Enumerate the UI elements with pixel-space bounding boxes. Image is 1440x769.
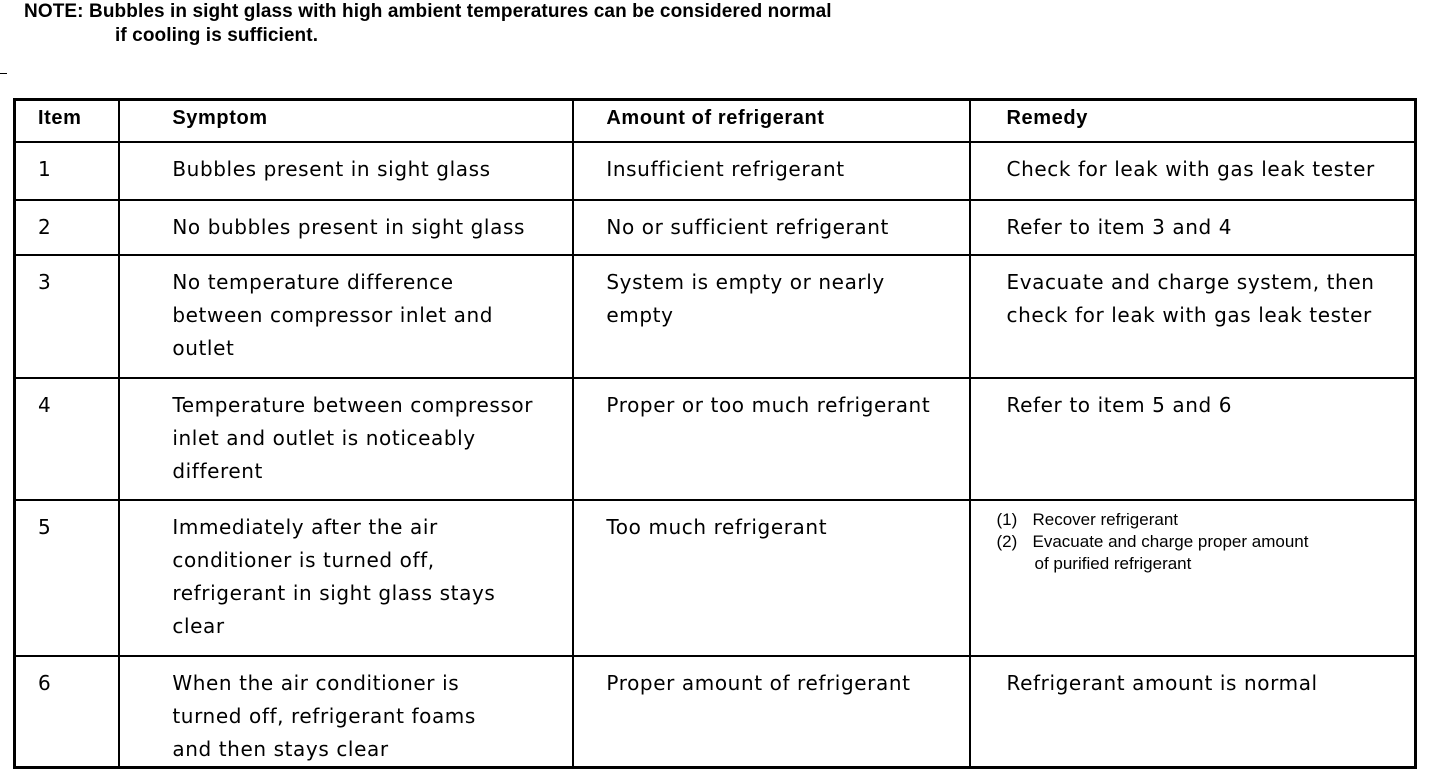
symptom-line: outlet xyxy=(172,335,235,360)
amount-line: Proper or too much refrigerant xyxy=(606,392,931,417)
table-row xyxy=(15,656,1416,768)
amount-cell xyxy=(573,200,969,255)
remedy-line: Refer to item 3 and 4 xyxy=(1006,214,1233,239)
amount-line: Too much refrigerant xyxy=(606,514,828,539)
symptom-line: clear xyxy=(172,613,225,638)
remedy-step-text: Evacuate and charge proper amount xyxy=(1032,531,1309,551)
margin-mark xyxy=(0,73,7,74)
symptom-line: between compressor inlet and xyxy=(172,302,494,327)
symptom-line: and then stays clear xyxy=(172,736,389,761)
symptom-line: turned off, refrigerant foams xyxy=(172,703,476,728)
item-number: 3 xyxy=(15,255,120,378)
table-row xyxy=(15,378,1416,500)
item-number: 6 xyxy=(15,656,120,768)
symptom-line: No temperature difference xyxy=(172,269,454,294)
table-row xyxy=(15,142,1416,200)
refrigerant-diagnosis-table xyxy=(13,98,1417,769)
amount-line: No or sufficient refrigerant xyxy=(606,214,889,239)
remedy-cell xyxy=(970,255,1416,378)
symptom-line: inlet and outlet is noticeably xyxy=(172,425,476,450)
amount-line: empty xyxy=(606,302,674,327)
header-item: Item xyxy=(15,100,120,142)
item-number: 1 xyxy=(15,142,120,200)
remedy-cell xyxy=(970,378,1416,500)
item-number: 4 xyxy=(15,378,120,500)
symptom-line: Temperature between compressor xyxy=(172,392,534,417)
remedy-step-number: (1) xyxy=(996,509,1018,529)
remedy-step-number: (2) xyxy=(996,531,1018,551)
remedy-step-text: Recover refrigerant xyxy=(1032,509,1179,529)
note-label: NOTE: xyxy=(24,1,84,22)
remedy-list-cell xyxy=(970,500,1416,656)
remedy-list-item xyxy=(997,509,1415,531)
amount-cell xyxy=(573,656,969,768)
item-number: 5 xyxy=(15,500,120,656)
amount-cell xyxy=(573,142,969,200)
symptom-cell xyxy=(119,200,573,255)
item-number: 2 xyxy=(15,200,120,255)
symptom-line: refrigerant in sight glass stays xyxy=(172,580,496,605)
remedy-cell xyxy=(970,200,1416,255)
remedy-line: Check for leak with gas leak tester xyxy=(1006,156,1375,181)
symptom-line: No bubbles present in sight glass xyxy=(172,214,525,239)
remedy-line: check for leak with gas leak tester xyxy=(1006,302,1372,327)
header-symptom: Symptom xyxy=(119,100,573,142)
amount-cell xyxy=(573,378,969,500)
header-remedy: Remedy xyxy=(970,100,1416,142)
table-row xyxy=(15,200,1416,255)
symptom-cell xyxy=(119,142,573,200)
note-line-1: Bubbles in sight glass with high ambient temperatures can be considered normal xyxy=(89,1,832,22)
amount-line: Insufficient refrigerant xyxy=(606,156,845,181)
symptom-cell xyxy=(119,378,573,500)
remedy-line: Refrigerant amount is normal xyxy=(1006,670,1318,695)
note-text xyxy=(24,0,832,48)
amount-line: Proper amount of refrigerant xyxy=(606,670,911,695)
symptom-line: conditioner is turned off, xyxy=(172,547,435,572)
symptom-line: Immediately after the air xyxy=(172,514,438,539)
amount-cell xyxy=(573,255,969,378)
header-amount: Amount of refrigerant xyxy=(573,100,969,142)
remedy-cell xyxy=(970,142,1416,200)
remedy-step-continuation: of purified refrigerant xyxy=(1034,553,1192,573)
remedy-cell xyxy=(970,656,1416,768)
symptom-line: Bubbles present in sight glass xyxy=(172,156,491,181)
table-header-row xyxy=(15,100,1416,142)
note-line-2: if cooling is sufficient. xyxy=(115,25,319,46)
table-row xyxy=(15,255,1416,378)
symptom-line: When the air conditioner is xyxy=(172,670,460,695)
symptom-cell xyxy=(119,255,573,378)
remedy-line: Evacuate and charge system, then xyxy=(1006,269,1375,294)
symptom-line: different xyxy=(172,458,264,483)
symptom-cell xyxy=(119,656,573,768)
table-row xyxy=(15,500,1416,656)
amount-cell xyxy=(573,500,969,656)
symptom-cell xyxy=(119,500,573,656)
remedy-line: Refer to item 5 and 6 xyxy=(1006,392,1233,417)
remedy-list-item xyxy=(997,531,1415,575)
amount-line: System is empty or nearly xyxy=(606,269,885,294)
